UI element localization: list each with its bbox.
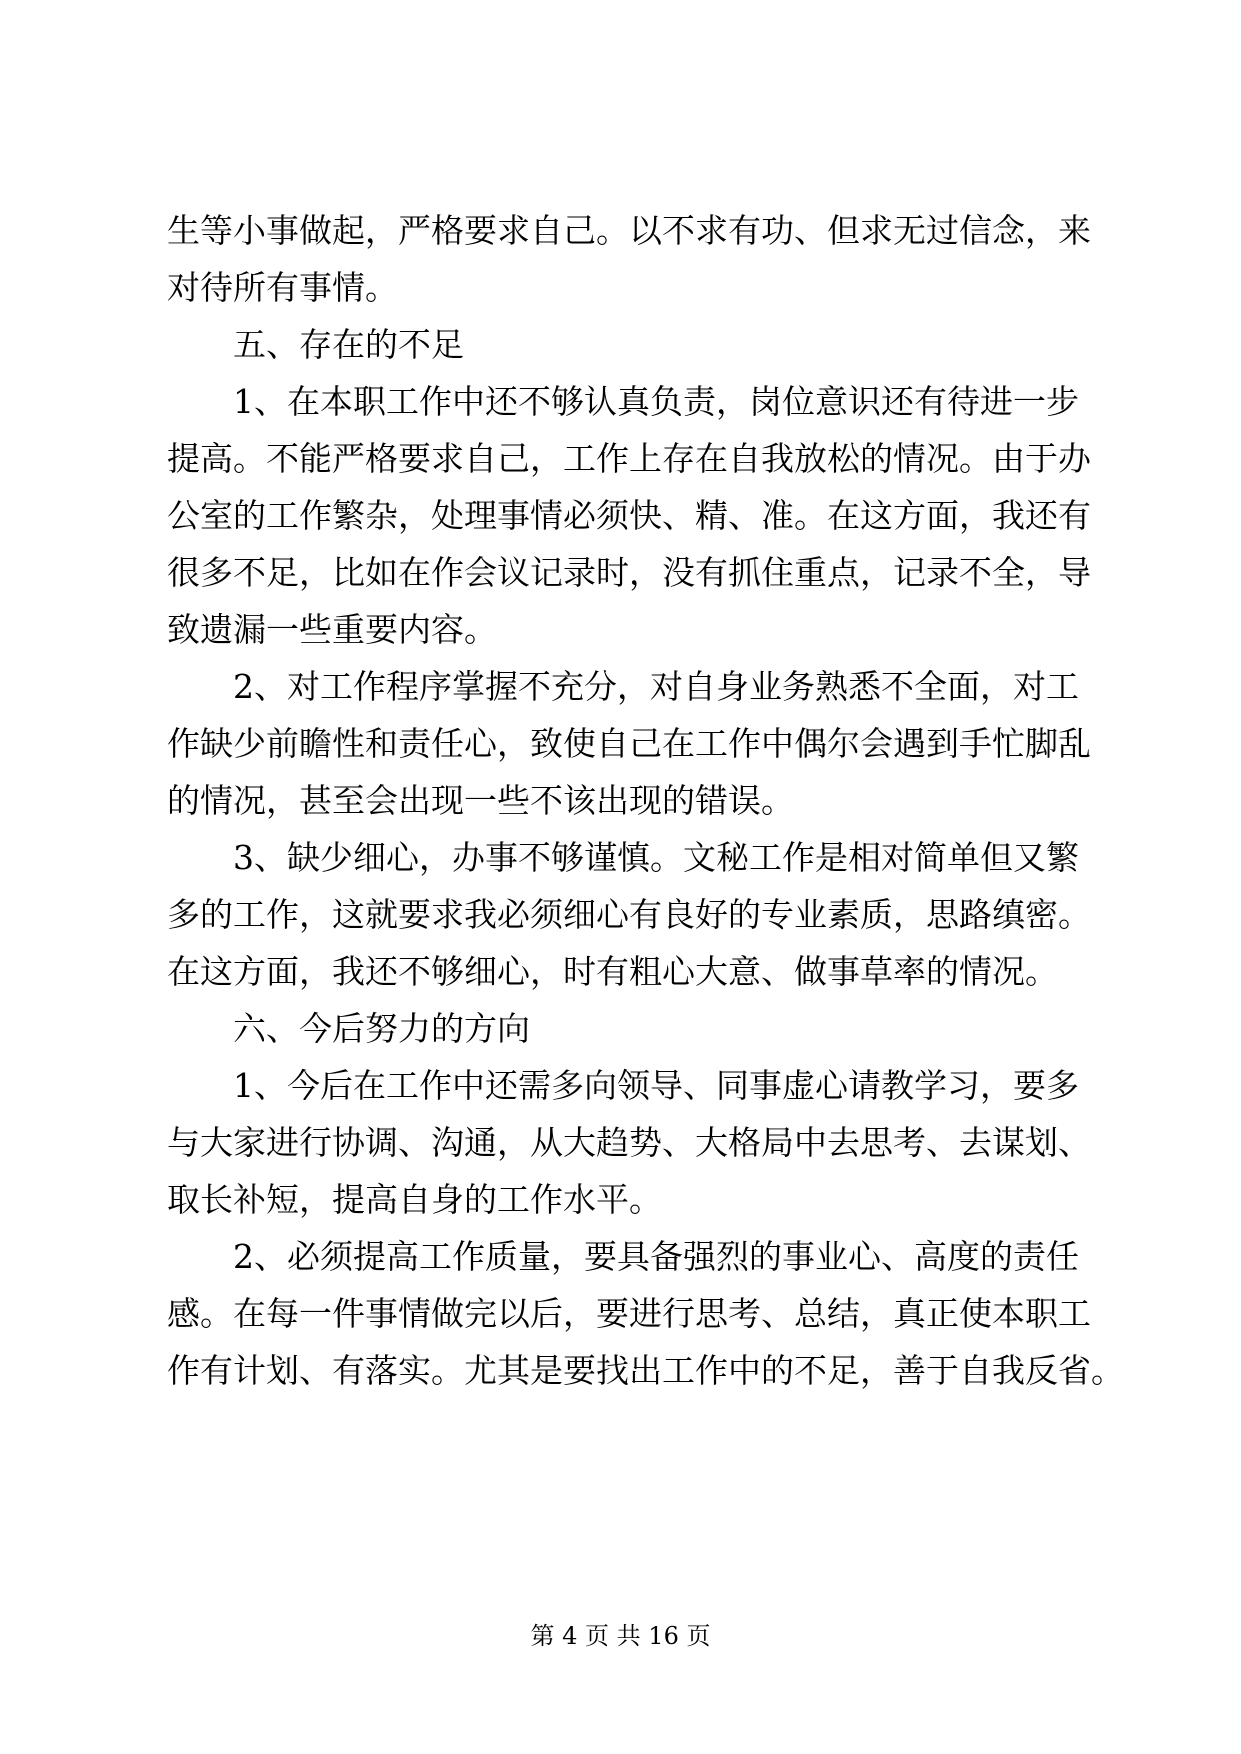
text-line: 感。在每一件事情做完以后，要进行思考、总结，真正使本职工 [167,1294,1091,1333]
section-heading: 六、今后努力的方向 [233,1009,530,1048]
text-line: 生等小事做起，严格要求自己。以不求有功、但求无过信念，来 [167,211,1091,250]
text-line: 提高。不能严格要求自己，工作上存在自我放松的情况。由于办 [167,439,1091,478]
text-line: 公室的工作繁杂，处理事情必须快、精、准。在这方面，我还有 [167,496,1091,535]
page-number-footer: 第 4 页 共 16 页 [530,1622,711,1650]
text-line: 作有计划、有落实。尤其是要找出工作中的不足，善于自我反省。 [167,1351,1124,1390]
text-line: 取长补短，提高自身的工作水平。 [167,1180,662,1219]
text-line: 很多不足，比如在作会议记录时，没有抓住重点，记录不全，导 [167,553,1091,592]
text-line: 2、对工作程序掌握不充分，对自身业务熟悉不全面，对工 [233,667,1079,706]
section-heading: 五、存在的不足 [233,325,464,364]
text-line: 多的工作，这就要求我必须细心有良好的专业素质，思路缜密。 [167,895,1091,934]
text-line: 与大家进行协调、沟通，从大趋势、大格局中去思考、去谋划、 [167,1123,1091,1162]
text-line: 1、今后在工作中还需多向领导、同事虚心请教学习，要多 [233,1066,1079,1105]
text-line: 2、必须提高工作质量，要具备强烈的事业心、高度的责任 [233,1237,1079,1276]
text-line: 对待所有事情。 [167,268,398,307]
text-line: 的情况，甚至会出现一些不该出现的错误。 [167,781,794,820]
text-line: 1、在本职工作中还不够认真负责，岗位意识还有待进一步 [233,382,1079,421]
text-line: 致遗漏一些重要内容。 [167,610,497,649]
text-line: 作缺少前瞻性和责任心，致使自己在工作中偶尔会遇到手忙脚乱 [167,724,1091,763]
text-line: 3、缺少细心，办事不够谨慎。文秘工作是相对简单但又繁 [233,838,1079,877]
text-line: 在这方面，我还不够细心，时有粗心大意、做事草率的情况。 [167,952,1058,991]
